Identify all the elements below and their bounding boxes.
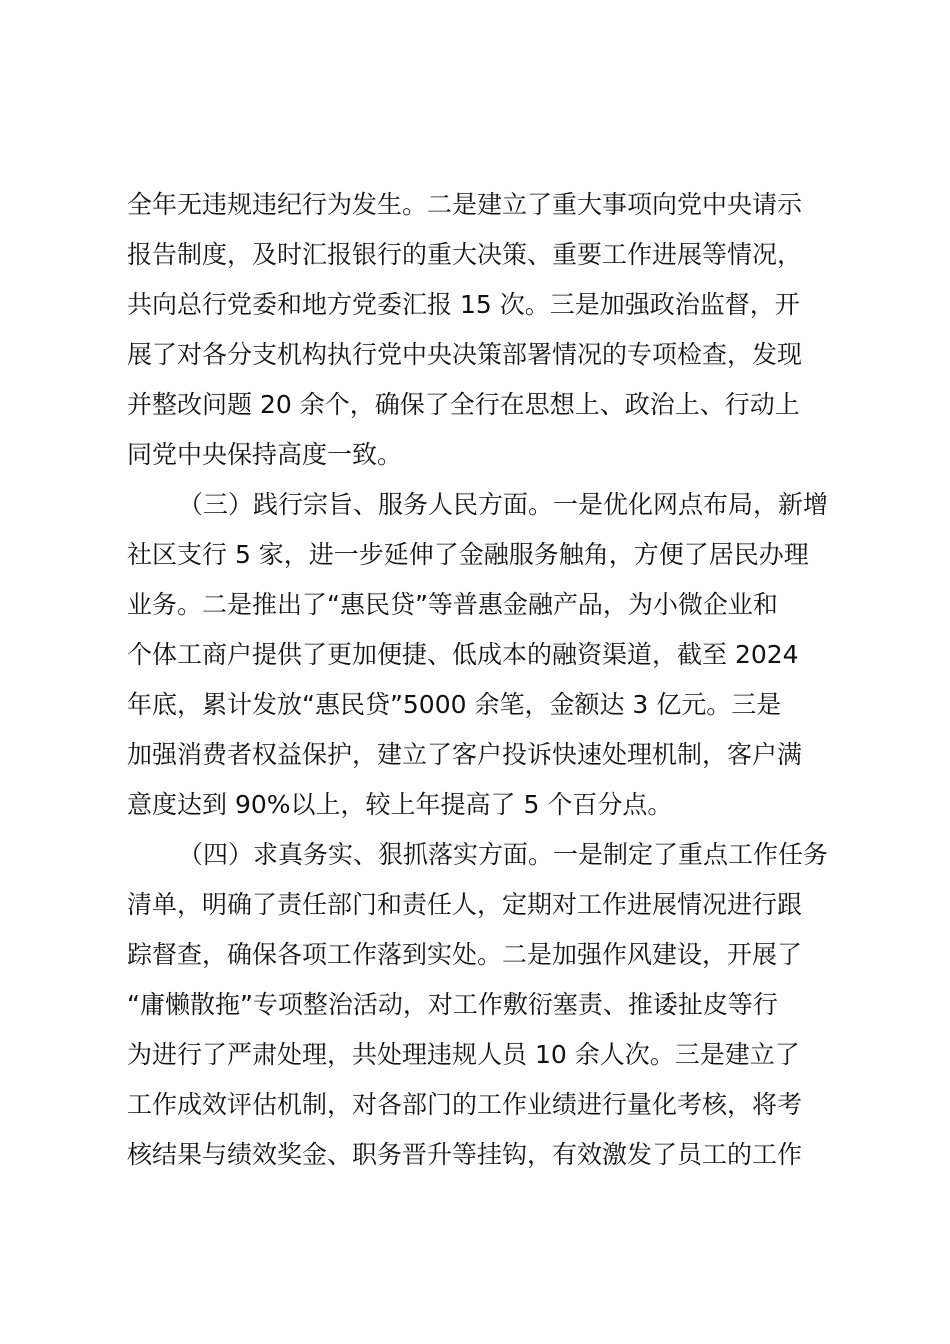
body-text-line: 全年无违规违纪行为发生。二是建立了重大事项向党中央请示 (127, 190, 803, 219)
body-text-line: 为进行了严肃处理，共处理违规人员 10 余人次。三是建立了 (127, 1040, 800, 1069)
body-text-line: 共向总行党委和地方党委汇报 15 次。三是加强政治监督，开 (127, 290, 800, 319)
section-heading-line: （四）求真务实、狠抓落实方面。一是制定了重点工作任务 (178, 840, 829, 869)
body-text-line: 年底，累计发放“惠民贷”5000 余笔，金额达 3 亿元。三是 (127, 690, 782, 719)
section-heading-line: （三）践行宗旨、服务人民方面。一是优化网点布局，新增 (178, 490, 829, 519)
body-text-line: 展了对各分支机构执行党中央决策部署情况的专项检查，发现 (127, 340, 803, 369)
body-text-line: 业务。二是推出了“惠民贷”等普惠金融产品，为小微企业和 (127, 590, 778, 619)
body-text-line: 工作成效评估机制，对各部门的工作业绩进行量化考核，将考 (127, 1090, 803, 1119)
body-text-line: 并整改问题 20 余个，确保了全行在思想上、政治上、行动上 (127, 390, 800, 419)
body-text-line: 同党中央保持高度一致。 (127, 440, 403, 469)
body-text-line: 踪督查，确保各项工作落到实处。二是加强作风建设，开展了 (127, 940, 803, 969)
body-text-line: 报告制度，及时汇报银行的重大决策、重要工作进展等情况， (127, 240, 803, 269)
body-text-line: 社区支行 5 家，进一步延伸了金融服务触角，方便了居民办理 (127, 540, 809, 569)
body-text-line: 个体工商户提供了更加便捷、低成本的融资渠道，截至 2024 (127, 640, 799, 669)
body-text-line: 核结果与绩效奖金、职务晋升等挂钩，有效激发了员工的工作 (127, 1140, 803, 1169)
body-text-line: 清单，明确了责任部门和责任人，定期对工作进展情况进行跟 (127, 890, 803, 919)
body-text-line: “庸懒散拖”专项整治活动，对工作敷衍塞责、推诿扯皮等行 (127, 990, 778, 1019)
body-text-line: 意度达到 90%以上，较上年提高了 5 个百分点。 (127, 790, 673, 819)
body-text-line: 加强消费者权益保护，建立了客户投诉快速处理机制，客户满 (127, 740, 803, 769)
